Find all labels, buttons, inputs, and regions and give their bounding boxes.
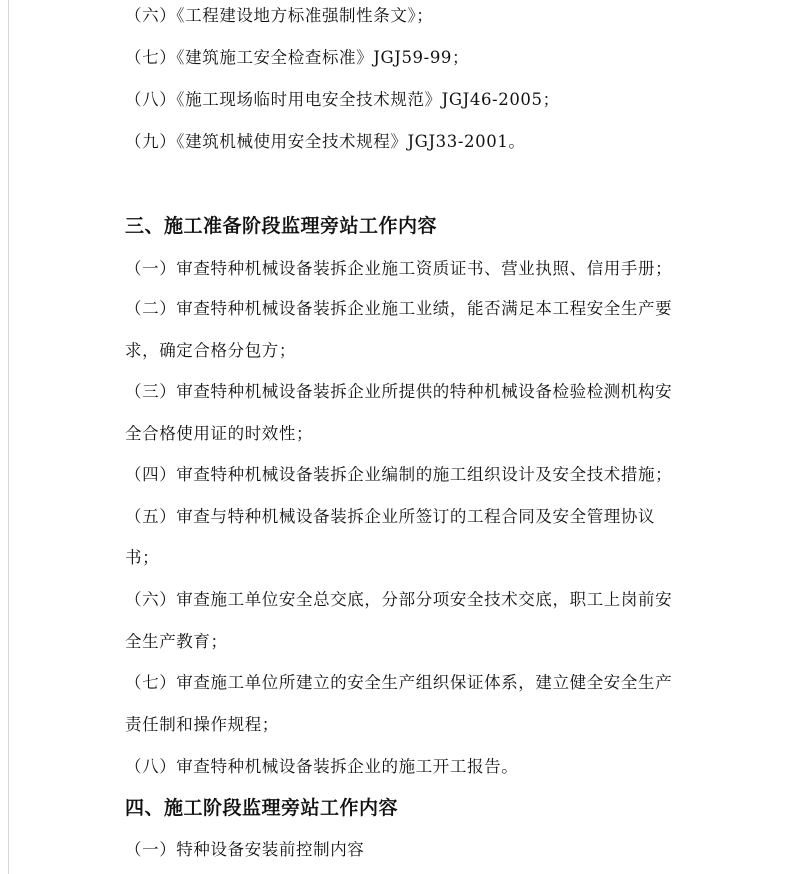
- section-3-line-5: 全合格使用证的时效性；: [125, 424, 314, 443]
- section-3-line-9: （六）审查施工单位安全总交底，分部分项安全技术交底，职工上岗前安: [125, 590, 673, 609]
- section-3-line-2: （二）审查特种机械设备装拆企业施工业绩，能否满足本工程安全生产要: [125, 299, 673, 318]
- standard-item-6: （六）《工程建设地方标准强制性条文》；: [125, 6, 434, 25]
- standard-item-9: （九）《建筑机械使用安全技术规程》JGJ33-2001。: [125, 132, 526, 151]
- section-4-line-1: （一）特种设备安装前控制内容: [125, 840, 365, 859]
- section-3-line-8: 书；: [125, 548, 160, 567]
- section-3-line-12: 责任制和操作规程；: [125, 715, 279, 734]
- section-3-line-1: （一）审查特种机械设备装拆企业施工资质证书、营业执照、信用手册；: [125, 259, 673, 278]
- section-4-heading: 四、施工阶段监理旁站工作内容: [125, 797, 399, 819]
- section-3-heading: 三、施工准备阶段监理旁站工作内容: [125, 215, 438, 237]
- section-3-line-4: （三）审查特种机械设备装拆企业所提供的特种机械设备检验检测机构安: [125, 382, 673, 401]
- section-3-line-10: 全生产教育；: [125, 632, 228, 651]
- section-3-line-3: 求，确定合格分包方；: [125, 341, 296, 360]
- section-3-line-13: （八）审查特种机械设备装拆企业的施工开工报告。: [125, 757, 519, 776]
- section-3-line-7: （五）审查与特种机械设备装拆企业所签订的工程合同及安全管理协议: [125, 507, 656, 526]
- standard-item-7: （七）《建筑施工安全检查标准》JGJ59-99；: [125, 48, 470, 67]
- standard-item-8: （八）《施工现场临时用电安全技术规范》JGJ46-2005；: [125, 90, 560, 109]
- section-3-line-11: （七）审查施工单位所建立的安全生产组织保证体系，建立健全安全生产: [125, 673, 673, 692]
- section-3-line-6: （四）审查特种机械设备装拆企业编制的施工组织设计及安全技术措施；: [125, 465, 673, 484]
